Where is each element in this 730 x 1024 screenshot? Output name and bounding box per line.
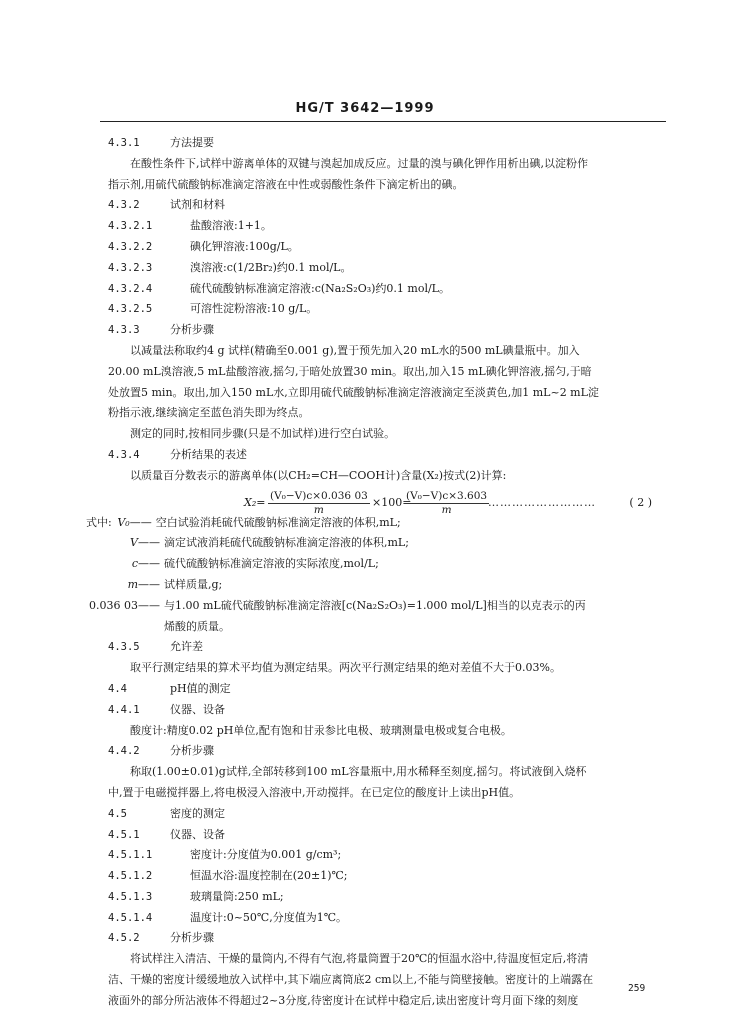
paragraph-line: 测定的同时,按相同步骤(只是不加试样)进行空白试验。 [130,427,396,441]
paragraph-line: 称取(1.00±0.01)g试样,全部转移到100 mL容量瓶中,用水稀释至刻度,摇匀。将试液倒入烧杯 [130,765,587,779]
definition-line: V—— 滴定试液消耗硫代硫酸钠标准滴定溶液的体积,mL; [130,536,409,550]
paragraph-line: 指示剂,用硫代硫酸钠标准滴定溶液在中性或弱酸性条件下滴定析出的碘。 [108,177,464,191]
apparatus-item: 4.5.1.4 温度计:0~50℃,分度值为1℃。 [108,910,348,924]
paragraph-line: 粉指示液,继续滴定至蓝色消失即为终点。 [108,406,310,420]
paragraph-line: 液面外的部分所沾液体不得超过2~3分度,待密度计在试样中稳定后,读出密度计弯月面下缘的刻度 [108,993,579,1007]
paragraph-line: 酸度计:精度0.02 pH单位,配有饱和甘汞参比电极、玻璃测量电极或复合电极。 [130,723,512,737]
section-heading: 4.4.1 仪器、设备 [108,702,225,716]
apparatus-item: 4.5.1.3 玻璃量筒:250 mL; [108,889,284,903]
section-heading: 4.5 密度的测定 [108,806,225,820]
section-heading: 4.5.2 分析步骤 [108,931,214,945]
formula-fraction-2: $\frac{\text{(V₀−V)c×3.603}}{m}$ [406,489,488,516]
formula-lhs: X₂= [244,495,266,509]
section-heading: 4.4.2 分析步骤 [108,744,214,758]
definition-line: c—— 硫代硫酸钠标准滴定溶液的实际浓度,mol/L; [131,557,379,571]
section-heading: 4.3.4 分析结果的表述 [108,447,247,461]
definition-line: m—— 试样质量,g; [127,577,223,591]
document-body [86,136,664,1015]
reagent-item: 4.3.2.2 碘化钾溶液:100g/L。 [108,239,299,253]
paragraph-line: 在酸性条件下,试样中游离单体的双键与溴起加成反应。过量的溴与碘化钾作用析出碘,以淀粉作 [130,156,588,170]
section-heading: 4.3.3 分析步骤 [108,323,214,337]
section-heading: 4.3.2 试剂和材料 [108,198,225,212]
section-heading: 4.5.1 仪器、设备 [108,827,225,841]
reagent-item: 4.3.2.4 硫代硫酸钠标准滴定溶液:c(Na₂S₂O₃)约0.1 mol/L。 [108,281,450,295]
definition-line: 烯酸的质量。 [164,619,230,633]
section-heading: 4.3.1 方法提要 [108,136,214,149]
paragraph-line: 中,置于电磁搅拌器上,将电极浸入溶液中,开动搅拌。在已定位的酸度计上读出pH值。 [108,785,521,799]
paragraph-line: 以减量法称取约4 g 试样(精确至0.001 g),置于预先加入20 mL水的500 mL碘量瓶中。加入 [130,343,580,357]
variable-definitions [86,516,664,641]
formula-multiplier: ×100= [372,495,412,509]
formula-leader-dots: ……………………… [488,495,596,509]
reagent-item: 4.3.2.5 可溶性淀粉溶液:10 g/L。 [108,302,318,316]
apparatus-item: 4.5.1.1 密度计:分度值为0.001 g/cm³; [108,848,342,862]
equation-number: ( 2 ) [629,495,652,509]
section-heading: 4.4 pH值的测定 [108,681,231,695]
header-rule [100,121,666,122]
page-number: 259 [628,983,646,994]
apparatus-item: 4.5.1.2 恒温水浴:温度控制在(20±1)℃; [108,869,348,883]
reagent-item: 4.3.2.3 溴溶液:c(1/2Br₂)约0.1 mol/L。 [108,260,352,274]
page-header: HG/T 3642—1999 [295,101,435,116]
formula-fraction-1: $\frac{\text{(V₀−V)c×0.036 03}}{m}$ [270,489,368,516]
reagent-item: 4.3.2.1 盐酸溶液:1+1。 [108,219,272,233]
definition-line: 0.036 03—— 与1.00 mL硫代硫酸钠标准滴定溶液[c(Na₂S₂O₃)=1.000 mol/L]相当的以克表示的丙 [89,598,586,612]
paragraph-line: 处放置5 min。取出,加入150 mL水,立即用硫代硫酸钠标准滴定溶液滴定至淡黄色,加1 mL~2 mL淀 [108,385,599,399]
paragraph-line: 以质量百分数表示的游离单体(以CH₂=CH—COOH计)含量(X₂)按式(2)计算: [130,468,507,482]
section-heading: 4.3.5 允许差 [108,640,203,654]
paragraph-line: 将试样注入清洁、干燥的量筒内,不得有气泡,将量筒置于20℃的恒温水浴中,待温度恒定后,将清 [130,952,589,966]
formula-2 [108,490,664,516]
paragraph-line: 取平行测定结果的算术平均值为测定结果。两次平行测定结果的绝对差值不大于0.03%。 [130,661,561,675]
paragraph-line: 20.00 mL溴溶液,5 mL盐酸溶液,摇匀,于暗处放置30 min。取出,加入15 mL碘化钾溶液,摇匀,于暗 [108,364,592,378]
paragraph-line: 洁、干燥的密度计缓缓地放入试样中,其下端应离筒底2 cm以上,不能与筒壁接触。密度计的上端露在 [108,973,594,987]
definition-line: 式中: V₀—— 空白试验消耗硫代硫酸钠标准滴定溶液的体积,mL; [86,515,401,529]
